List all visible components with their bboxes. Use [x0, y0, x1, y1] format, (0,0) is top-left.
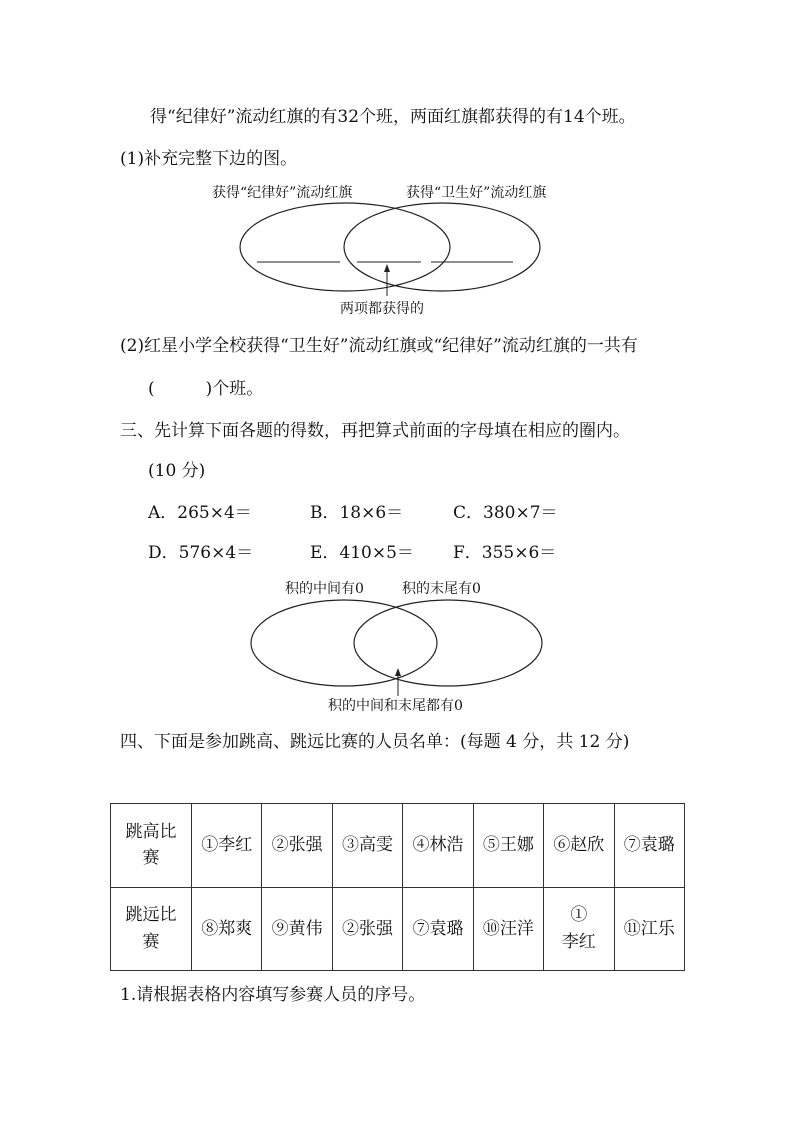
table-cell: ⑦袁璐 [614, 804, 684, 888]
roster-table [110, 803, 685, 971]
section4-title: 四、下面是参加跳高、跳远比赛的人员名单：(每题 4 分，共 12 分) [120, 732, 630, 752]
table-cell: ③高雯 [332, 804, 402, 888]
table-cell: ⑨黄伟 [262, 887, 332, 971]
table-cell: ⑦袁璐 [403, 887, 473, 971]
question-2-line1: (2)红星小学全校获得“卫生好”流动红旗或“纪律好”流动红旗的一共有 [120, 336, 638, 356]
table-row [111, 887, 685, 971]
venn2-right-circle [354, 600, 542, 686]
venn1-left-circle [240, 203, 450, 291]
table-cell: ④林浩 [403, 804, 473, 888]
venn1-arrowhead [384, 264, 390, 272]
section4-question-1: 1.请根据表格内容填写参赛人员的序号。 [120, 985, 426, 1005]
table-cell: ⑤王娜 [473, 804, 543, 888]
table-cell: ①李红 [192, 804, 262, 888]
problem-a: A．265×4＝ [148, 503, 252, 523]
problem-b: B．18×6＝ [310, 503, 404, 523]
table-cell: ⑥赵欣 [544, 804, 614, 888]
table-cell: ⑧郑爽 [192, 887, 262, 971]
problem-f: F．355×6＝ [453, 543, 557, 563]
question-2-line2: ( )个班。 [148, 379, 264, 399]
table-cell: ① 李红 [544, 887, 614, 971]
venn2-arrowhead [395, 668, 401, 676]
venn1-bottom-label: 两项都获得的 [340, 301, 424, 317]
venn1-right-circle [344, 203, 540, 291]
venn1-right-label: 获得“卫生好”流动红旗 [406, 185, 547, 201]
problem-c: C．380×7＝ [453, 503, 558, 523]
row-head-high-jump: 跳高比赛 [111, 804, 192, 888]
problem-e: E．410×5＝ [310, 543, 414, 563]
venn1-left-label: 获得“纪律好”流动红旗 [212, 185, 353, 201]
venn2-right-label: 积的末尾有0 [402, 581, 481, 597]
venn2-bottom-label: 积的中间和末尾都有0 [328, 698, 463, 714]
problem-d: D．576×4＝ [148, 543, 254, 563]
table-cell: ⑪江乐 [614, 887, 684, 971]
question-1: (1)补充完整下边的图。 [120, 149, 298, 169]
intro-line: 得“纪律好”流动红旗的有32个班，两面红旗都获得的有14个班。 [150, 107, 636, 127]
table-row [111, 804, 685, 888]
table-cell: ⑩汪洋 [473, 887, 543, 971]
section3-title: 三、先计算下面各题的得数，再把算式前面的字母填在相应的圈内。 [120, 421, 630, 441]
venn2-left-circle [251, 600, 437, 686]
section3-points: (10 分) [148, 461, 206, 481]
table-cell: ②张强 [262, 804, 332, 888]
table-cell: ②张强 [332, 887, 402, 971]
row-head-long-jump: 跳远比赛 [111, 887, 192, 971]
venn2-left-label: 积的中间有0 [285, 581, 364, 597]
